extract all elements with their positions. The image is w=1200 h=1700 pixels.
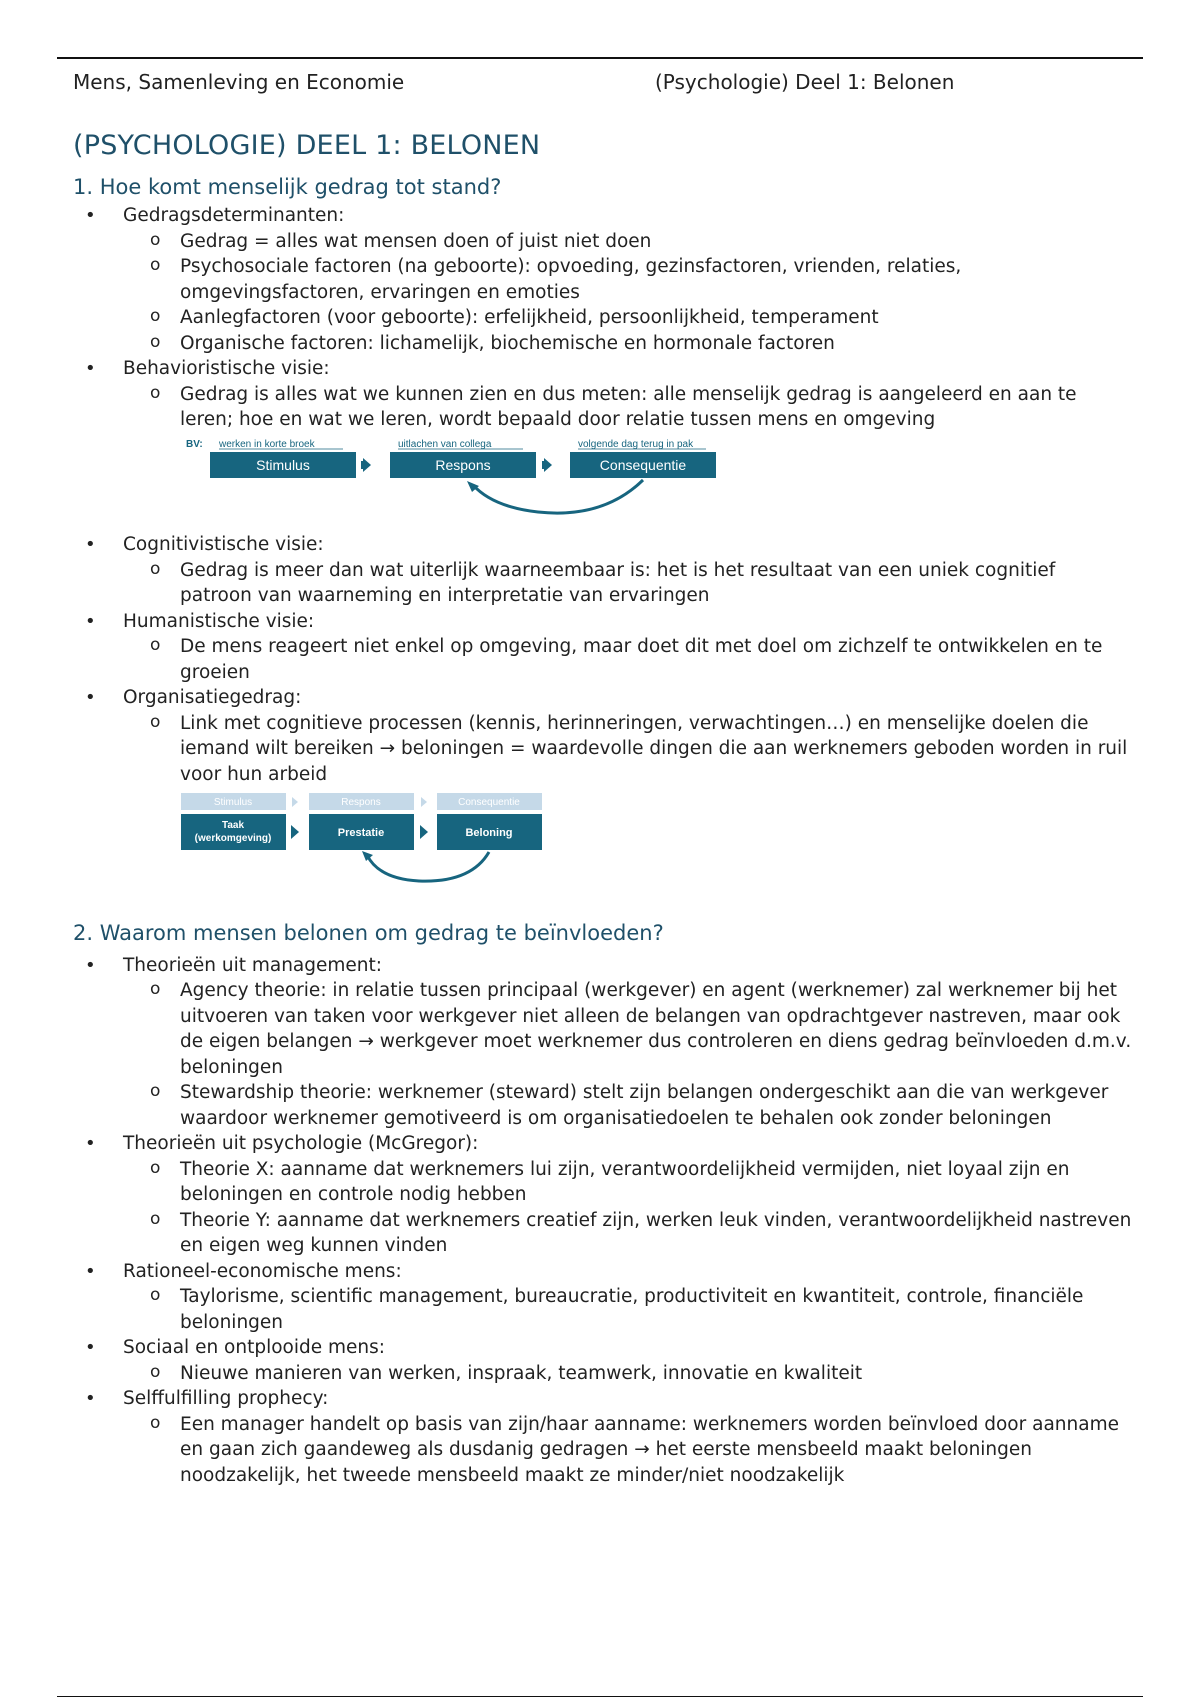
- sub-list: [123, 634, 1133, 685]
- organisational-behaviour-diagram-svg: [179, 791, 559, 891]
- list-item-label: Selffulfilling prophecy:: [123, 1388, 329, 1409]
- diagram-caption: uitlachen van collega: [398, 438, 492, 450]
- list-item-label: Theorieën uit psychologie (McGregor):: [123, 1133, 479, 1154]
- sub-list: [123, 229, 1133, 357]
- behaviorism-diagram-svg: [183, 437, 723, 517]
- sub-list: [123, 558, 1133, 609]
- diagram-caption: volgende dag terug in pak: [578, 438, 694, 450]
- footer-rule: [57, 1696, 1143, 1697]
- list-item: [73, 1131, 1133, 1259]
- sub-list: [123, 1412, 1133, 1489]
- list-item: [73, 609, 1133, 686]
- sub-list-item: o Gedrag is alles wat we kunnen zien en dus meten: alle menselijk gedrag is aangeleerd en aan te leren; hoe en wat we leren, wordt bepaald door relatie tussen mens en omgeving: [123, 382, 1133, 433]
- behaviorism-diagram: [183, 437, 1133, 525]
- sub-list-item: o Organische factoren: lichamelijk, biochemische en hormonale factoren: [123, 331, 1133, 357]
- list-item-label: Theorieën uit management:: [123, 954, 382, 976]
- sub-list-item: o Theorie Y: aanname dat werknemers creatief zijn, werken leuk vinden, verantwoordelijkheid nastreven en eigen weg kunnen vinden: [123, 1208, 1133, 1259]
- sub-list-item: o Gedrag = alles wat mensen doen of juist niet doen: [123, 229, 1133, 255]
- header-rule: [57, 57, 1143, 59]
- list-item-label: Gedragsdeterminanten:: [123, 205, 345, 226]
- list-item-label: Humanistische visie:: [123, 610, 315, 632]
- sub-list-item: o Gedrag is meer dan wat uiterlijk waarneembaar is: het is het resultaat van een uniek cognitief patroon van waarneming en interpretatie van ervaringen: [123, 558, 1133, 609]
- page-header: [73, 70, 1143, 94]
- list-item-label: Behavioristische visie:: [123, 358, 330, 379]
- arrow-icon: [363, 458, 371, 472]
- sub-list-item: o Link met cognitieve processen (kennis, herinneringen, verwachtingen…) en menselijke doelen die iemand wilt bereiken → beloningen = waardevolle dingen die aan werknemers geboden worden in ruil voor hun arbeid: [123, 711, 1133, 788]
- list-item-label: Cognitivistische visie:: [123, 534, 324, 555]
- sub-list-item: o Psychosociale factoren (na geboorte): opvoeding, gezinsfactoren, vrienden, relaties, omgevingsfactoren, ervaringen en emoties: [123, 254, 1133, 305]
- section-2-list: [73, 953, 1133, 1489]
- section-1-heading: 1. Hoe komt menselijk gedrag tot stand?: [73, 175, 502, 199]
- list-item: [73, 356, 1133, 524]
- list-item: [73, 1259, 1133, 1336]
- sub-list-item: o Nieuwe manieren van werken, inspraak, teamwerk, innovatie en kwaliteit: [123, 1361, 1133, 1387]
- section-1-list: [73, 203, 1133, 899]
- header-course: Mens, Samenleving en Economie: [73, 70, 405, 94]
- stimulus-label-light: Stimulus: [213, 797, 253, 808]
- sub-list-item: o Theorie X: aanname dat werknemers lui zijn, verantwoordelijkheid vermijden, niet loyaal zijn en beloningen en controle nodig hebben: [123, 1157, 1133, 1208]
- prestatie-label: Prestatie: [337, 827, 385, 839]
- sub-list: [123, 1284, 1133, 1335]
- list-item: [73, 532, 1133, 609]
- list-item-label: Organisatiegedrag:: [123, 687, 302, 708]
- sub-list: [123, 1157, 1133, 1259]
- list-item-label: Sociaal en ontplooide mens:: [123, 1337, 386, 1358]
- sub-list: [123, 382, 1133, 433]
- document-body: [73, 130, 1133, 1488]
- list-item: [73, 953, 1133, 1132]
- beloning-label: Beloning: [465, 827, 513, 839]
- sub-list-item: o Agency theorie: in relatie tussen principaal (werkgever) en agent (werknemer) zal werknemer bij het uitvoeren van taken voor werkgever niet alleen de belangen van opdrachtgever nastreven, maar ook de eigen belangen → werkgever moet werknemer dus controleren en diens gedrag beïnvloeden d.m.v. beloningen: [123, 978, 1133, 1080]
- task-sublabel: (werkomgeving): [194, 833, 272, 844]
- sub-list: [123, 978, 1133, 1131]
- sub-list-item: o Taylorisme, scientific management, bureaucratie, productiviteit en kwantiteit, controle, financiële beloningen: [123, 1284, 1133, 1335]
- arrow-icon: [544, 458, 552, 472]
- sub-list: [123, 1361, 1133, 1387]
- arrow-icon: [291, 825, 299, 839]
- section-2-heading: 2. Waarom mensen belonen om gedrag te beïnvloeden?: [73, 920, 664, 945]
- sub-list-item: o De mens reageert niet enkel op omgeving, maar doet dit met doel om zichzelf te ontwikkelen en te groeien: [123, 634, 1133, 685]
- sub-list-item: o Een manager handelt op basis van zijn/haar aanname: werknemers worden beïnvloed door aanname en gaan zich gaandeweg als dusdanig gedragen → het eerste mensbeeld maakt beloningen noodzakelijk, het tweede mensbeeld maakt ze minder/niet noodzakelijk: [123, 1412, 1133, 1489]
- consequentie-label-light: Consequentie: [458, 797, 520, 808]
- sub-list-item: o Aanlegfactoren (voor geboorte): erfelijkheid, persoonlijkheid, temperament: [123, 305, 1133, 331]
- header-chapter: (Psychologie) Deel 1: Belonen: [655, 70, 955, 94]
- stimulus-label: Stimulus: [256, 456, 310, 473]
- feedback-loop-arrow: [473, 480, 643, 513]
- diagram-bv-label: BV:: [186, 438, 203, 450]
- feedback-loop-arrow: [367, 852, 489, 881]
- organisational-behaviour-diagram: [179, 791, 1133, 899]
- diagram-caption: werken in korte broek: [219, 438, 315, 450]
- list-item-label: Rationeel-economische mens:: [123, 1260, 402, 1282]
- document-title: (PSYCHOLOGIE) DEEL 1: BELONEN: [73, 130, 541, 161]
- list-item: [73, 1386, 1133, 1488]
- arrow-icon: [420, 825, 428, 839]
- task-label: Taak: [221, 820, 245, 831]
- consequentie-label: Consequentie: [599, 456, 687, 473]
- list-item: [73, 203, 1133, 356]
- sub-list: [123, 711, 1133, 788]
- list-item: [73, 1335, 1133, 1386]
- respons-label: Respons: [435, 456, 491, 473]
- sub-list-item: o Stewardship theorie: werknemer (steward) stelt zijn belangen ondergeschikt aan die van werkgever waardoor werknemer gemotiveerd is om organisatiedoelen te behalen ook zonder beloningen: [123, 1080, 1133, 1131]
- respons-label-light: Respons: [341, 797, 381, 808]
- list-item: [73, 685, 1133, 899]
